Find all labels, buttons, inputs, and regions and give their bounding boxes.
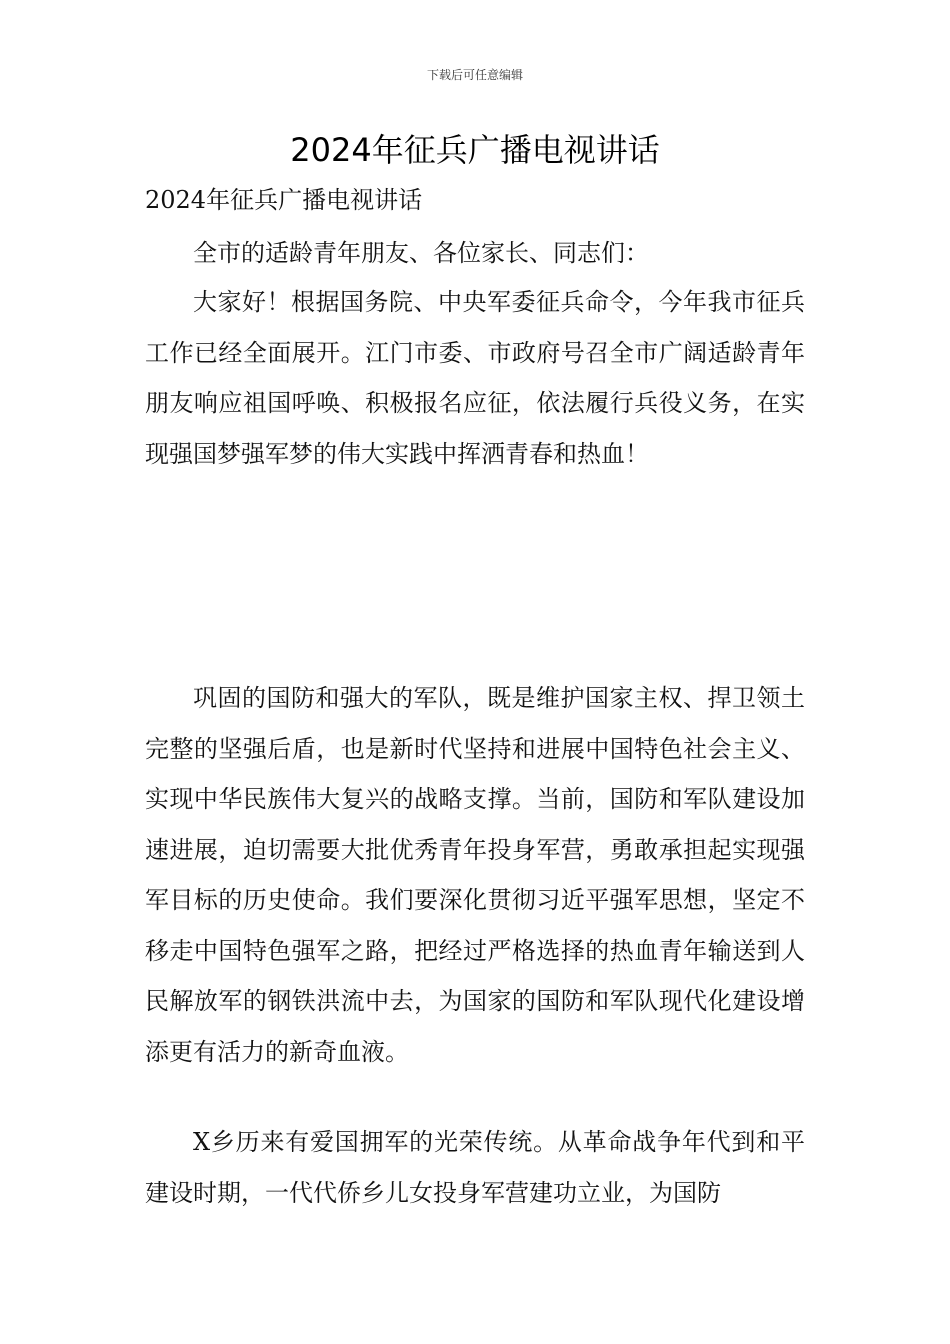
body-paragraph: 大家好！根据国务院、中央军委征兵命令，今年我市征兵工作已经全面展开。江门市委、市政府号召全市广阔适龄青年朋友响应祖国呼唤、积极报名应征，依法履行兵役义务，在实现强国梦强军梦的伟大实践中挥洒青春和热血！ <box>145 288 805 468</box>
body-paragraph: X乡历来有爱国拥军的光荣传统。从革命战争年代到和平建设时期，一代代侨乡儿女投身军营建功立业，为国防 <box>145 1128 805 1207</box>
body-paragraph: 巩固的国防和强大的军队，既是维护国家主权、捍卫领土完整的坚强后盾，也是新时代坚持和进展中国特色社会主义、实现中华民族伟大复兴的战略支撑。当前，国防和军队建设加速进展，迫切需要大批优秀青年投身军营，勇敢承担起实现强军目标的历史使命。我们要深化贯彻习近平强军思想，坚定不移走中国特色强军之路，把经过严格选择的热血青年输送到人民解放军的钢铁洪流中去，为国家的国防和军队现代化建设增添更有活力的新奇血液。 <box>145 684 805 1066</box>
greeting-paragraph: 全市的适龄青年朋友、各位家长、同志们： <box>193 239 649 267</box>
document-subtitle: 2024年征兵广播电视讲话 <box>145 186 423 214</box>
document-title: 2024年征兵广播电视讲话 <box>290 131 660 169</box>
header-note: 下载后可任意编辑 <box>426 68 523 82</box>
